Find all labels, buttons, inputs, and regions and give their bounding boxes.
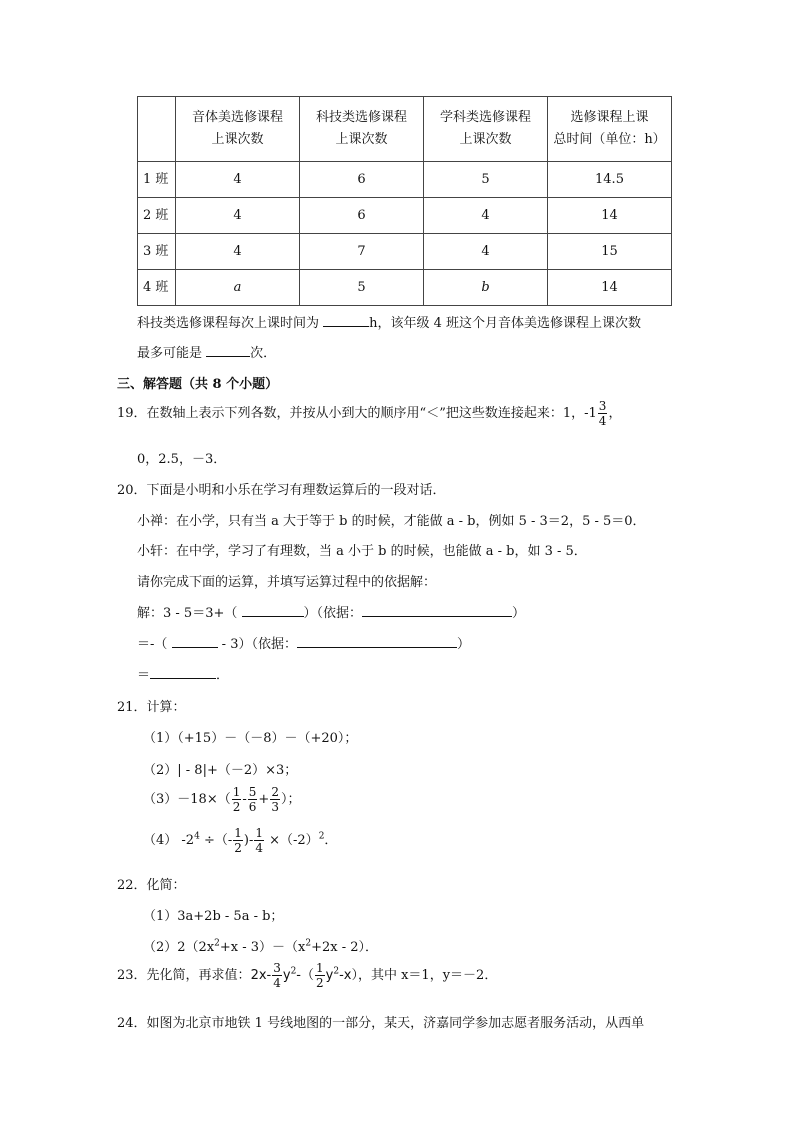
q20-instruction: 请你完成下面的运算，并填写运算过程中的依据解： [137, 575, 437, 590]
q20-step2: ＝-（ - 3）（依据： ） [137, 633, 470, 652]
q21-part2: （2）| - 8|+（－2）×3； [143, 763, 298, 778]
table-cell: 5 [300, 270, 424, 306]
fraction: $\frac{5}{6}$ [248, 785, 257, 814]
q22-part1: （1）3a+2b - 5a - b； [143, 909, 284, 924]
fraction: $\frac{3}{4}$ [273, 961, 281, 990]
table-cell: 4 [176, 162, 300, 198]
answer-blank[interactable] [323, 312, 369, 327]
section-heading: 三、解答题（共 8 个小题） [117, 377, 279, 392]
q21-part4: （4） $-2^4$ ÷（- $\frac{1}{2}$ )- $\frac{1}{4}$ $\times(-2)^2$． [143, 826, 338, 855]
table-cell: 4 [176, 198, 300, 234]
fraction: $\frac{3}{4}$ [598, 399, 607, 428]
q22-title: 22．化简： [117, 878, 186, 893]
fraction: $\frac{1}{2}$ [316, 961, 324, 990]
q21-title: 21．计算： [117, 700, 186, 715]
table-cell: 14.5 [548, 162, 672, 198]
answer-blank[interactable] [206, 342, 250, 357]
q18-tail-line1: 科技类选修课程每次上课时间为 h，该年级 4 班这个月音体美选修课程上课次数 [137, 312, 641, 331]
table-row [138, 270, 672, 306]
reason-blank[interactable] [297, 633, 457, 648]
q20-intro: 20．下面是小明和小乐在学习有理数运算后的一段对话． [117, 483, 446, 498]
answer-blank[interactable] [172, 633, 218, 648]
table-cell: 6 [300, 162, 424, 198]
q20-dialog-2: 小轩：在中学，学习了有理数，当 a 小于 b 的时候，也能做 a - b，如 3 - 5． [137, 544, 587, 559]
header-cell: 学科类选修课程 上课次数 [424, 97, 548, 162]
reason-blank[interactable] [362, 602, 512, 617]
fraction: $\frac{1}{2}$ [232, 785, 241, 814]
class-cell: 3 班 [138, 234, 176, 270]
header-cell: 音体美选修课程 上课次数 [176, 97, 300, 162]
header-cell-blank [138, 97, 176, 162]
q21-part3: （3）－18×（ $\frac{1}{2}$ - $\frac{5}{6}$ + $\frac{2}{3}$ ）； [143, 785, 301, 814]
q21-part1: （1）（+15）－（－8）－（+20）； [143, 731, 358, 746]
q18-tail-line2: 最多可能是 次． [137, 342, 276, 361]
q19-line2: 0，2.5，－3． [137, 452, 227, 467]
q20-step3: ＝ ． [137, 664, 229, 683]
class-cell: 2 班 [138, 198, 176, 234]
fraction: $\frac{1}{4}$ [255, 826, 263, 855]
answer-blank[interactable] [150, 664, 216, 679]
q23-line: 23．先化简，再求值：2x- $\frac{3}{4}$ $y^2-$（ $\frac{1}{2}$ $y^2-x$），其中 x＝1，y＝－2． [117, 961, 498, 990]
header-cell: 科技类选修课程 上课次数 [300, 97, 424, 162]
table-header-row [138, 97, 672, 162]
fraction: $\frac{1}{2}$ [234, 826, 242, 855]
table-cell: 4 [176, 234, 300, 270]
table-row [138, 198, 672, 234]
q19-line1: 19．在数轴上表示下列各数，并按从小到大的顺序用“＜”把这些数连接起来：1，-1 $\frac{3}{4}$ ， [117, 399, 622, 428]
q24-line: 24．如图为北京市地铁 1 号线地图的一部分，某天，济嘉同学参加志愿者服务活动，从西单 [117, 1016, 645, 1031]
table-cell: 14 [548, 270, 672, 306]
answer-blank[interactable] [242, 602, 304, 617]
table-row [138, 162, 672, 198]
q20-step1: 解：3 - 5＝3+（ ）（依据： ） [137, 602, 525, 621]
table-cell: b [424, 270, 548, 306]
table-cell: 4 [424, 234, 548, 270]
class-cell: 1 班 [138, 162, 176, 198]
table-cell: 14 [548, 198, 672, 234]
q22-part2: $(2)2(2x^2+x - 3)-(x^2+2x - 2)$． [143, 938, 379, 955]
course-table [137, 96, 672, 306]
header-cell: 选修课程上课 总时间（单位：h） [548, 97, 672, 162]
table-cell: a [176, 270, 300, 306]
table-cell: 6 [300, 198, 424, 234]
table-cell: 7 [300, 234, 424, 270]
table-cell: 15 [548, 234, 672, 270]
table-cell: 5 [424, 162, 548, 198]
fraction: $\frac{2}{3}$ [271, 785, 279, 814]
q20-dialog-1: 小禅：在小学，只有当 a 大于等于 b 的时候，才能做 a - b，例如 5 - 3＝2，5 - 5＝0． [137, 514, 646, 529]
table-row [138, 234, 672, 270]
table-cell: 4 [424, 198, 548, 234]
class-cell: 4 班 [138, 270, 176, 306]
